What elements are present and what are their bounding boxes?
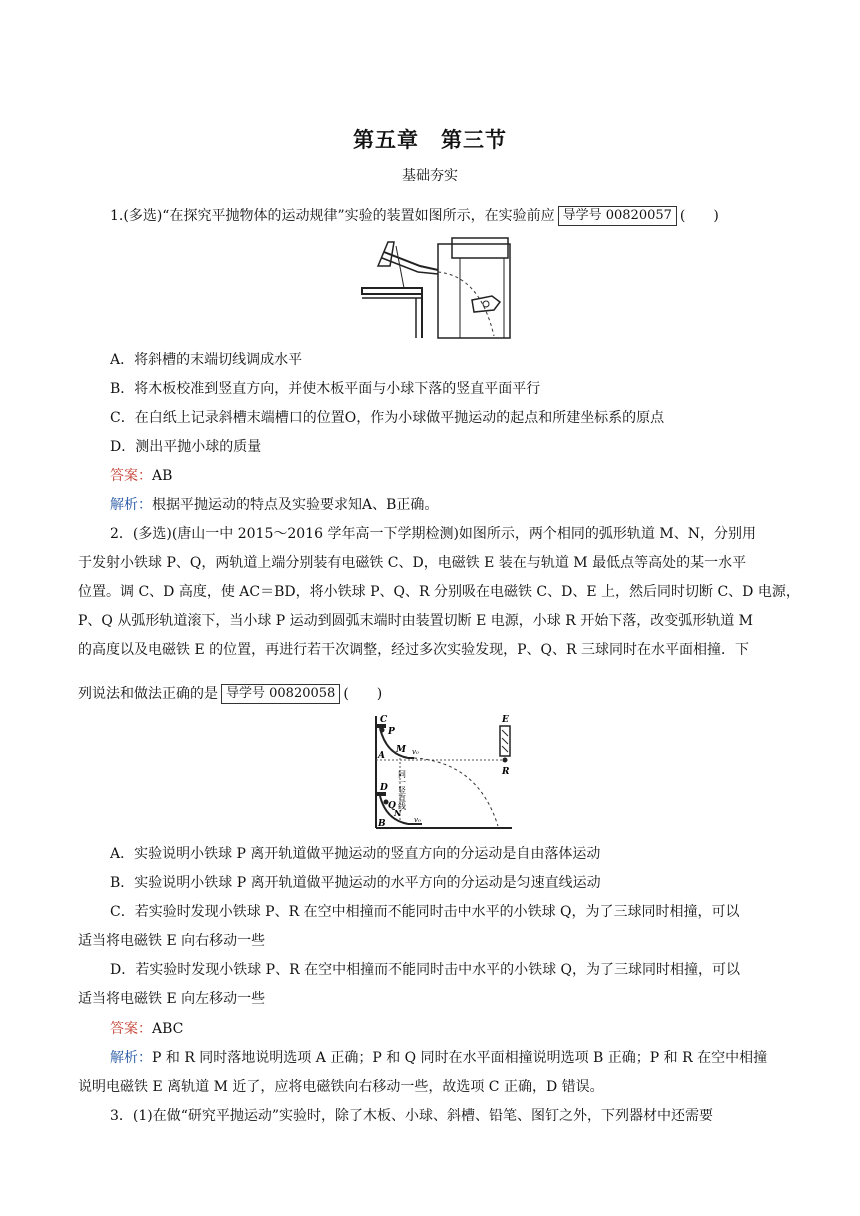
label-a: A (378, 751, 385, 761)
q1-stem: 1.(多选)“在探究平抛物体的运动规律”实验的装置如图所示，在实验前应 导学号 00820057 ( ) (110, 208, 719, 224)
q2-stem-line-5: 的高度以及电磁铁 E 的位置，再进行若干次调整，经过多次实验发现，P、Q、R 三球同时在水平面相撞．下 (78, 642, 750, 658)
q2-option-d-cont: 适当将电磁铁 E 向左移动一些 (78, 991, 266, 1007)
q2-option-d: D．若实验时发现小铁球 P、R 在空中相撞而不能同时击中水平的小铁球 Q，为了三球同时相撞，可以 (110, 962, 741, 978)
q3-stem: 3．(1)在做“研究平抛运动”实验时，除了木板、小球、斜槽、铅笔、图钉之外，下列器材中还需要 (110, 1108, 714, 1124)
q2-stem-line-4: P、Q 从弧形轨道滚下，当小球 P 运动到圆弧末端时由装置切断 E 电源，小球 R 开始下落，改变弧形轨道 M (78, 613, 754, 629)
q1-option-c: C．在白纸上记录斜槽末端槽口的位置O，作为小球做平抛运动的起点和所建坐标系的原点 (110, 410, 665, 426)
q2-apparatus-figure (368, 712, 516, 832)
label-e: E (502, 715, 509, 725)
label-b: B (378, 819, 386, 829)
label-r: R (502, 767, 510, 777)
label-v0-bottom: v₀ (414, 816, 421, 824)
q2-stem-line-3: 位置。调 C、D 高度，使 AC＝BD，将小铁球 P、Q、R 分别吸在电磁铁 C、D、E 上，然后同时切断 C、D 电源， (78, 584, 800, 600)
label-vertical-line: 同一竖直线 (397, 770, 407, 810)
q1-option-a: A．将斜槽的末端切线调成水平 (110, 352, 303, 368)
q2-option-c-cont: 适当将电磁铁 E 向右移动一些 (78, 933, 266, 949)
q2-stem-line-1: 2．(多选)(唐山一中 2015～2016 学年高一下学期检测)如图所示，两个相同的弧形轨道 M、N，分别用 (110, 526, 756, 542)
q2-option-b: B．实验说明小铁球 P 离开轨道做平抛运动的水平方向的分运动是匀速直线运动 (110, 875, 601, 891)
q2-guide-tag[interactable]: 导学号 00820058 (221, 684, 340, 704)
q1-option-b: B．将木板校准到竖直方向，并使木板平面与小球下落的竖直平面平行 (110, 381, 541, 397)
q1-answer: 答案：AB (110, 468, 173, 484)
q2-explanation-1: 解析：P 和 R 同时落地说明选项 A 正确；P 和 Q 同时在水平面相撞说明选项 B 正确；P 和 R 在空中相撞 (110, 1050, 768, 1066)
q1-explanation: 解析：根据平抛运动的特点及实验要求知A、B正确。 (110, 497, 439, 513)
label-c: C (380, 715, 388, 725)
q2-stem-last: 列说法和做法正确的是 导学号 00820058 ( ) (78, 686, 383, 702)
q2-explanation-2: 说明电磁铁 E 离轨道 M 近了，应将电磁铁向右移动一些，故选项 C 正确，D 错误。 (78, 1079, 604, 1095)
label-m: M (396, 745, 406, 755)
q1-option-d: D．测出平抛小球的质量 (110, 439, 262, 455)
q1-apparatus-figure (360, 236, 520, 340)
label-q: Q (388, 801, 396, 811)
q2-stem-line-2: 于发射小铁球 P、Q，两轨道上端分别装有电磁铁 C、D，电磁铁 E 装在与轨道 M 最低点等高处的某一水平 (78, 555, 747, 571)
label-p: P (388, 727, 395, 737)
page-title: 第五章 第三节 (353, 127, 507, 152)
q2-option-c: C．若实验时发现小铁球 P、R 在空中相撞而不能同时击中水平的小铁球 Q，为了三球同时相撞，可以 (110, 904, 740, 920)
q1-guide-tag[interactable]: 导学号 00820057 (558, 206, 677, 226)
label-d: D (380, 783, 388, 793)
label-v0-top: v₀ (412, 748, 419, 756)
label-n: N (394, 808, 402, 818)
section-subtitle: 基础夯实 (402, 168, 458, 184)
q2-answer: 答案：ABC (110, 1021, 184, 1037)
q2-option-a: A．实验说明小铁球 P 离开轨道做平抛运动的竖直方向的分运动是自由落体运动 (110, 846, 601, 862)
